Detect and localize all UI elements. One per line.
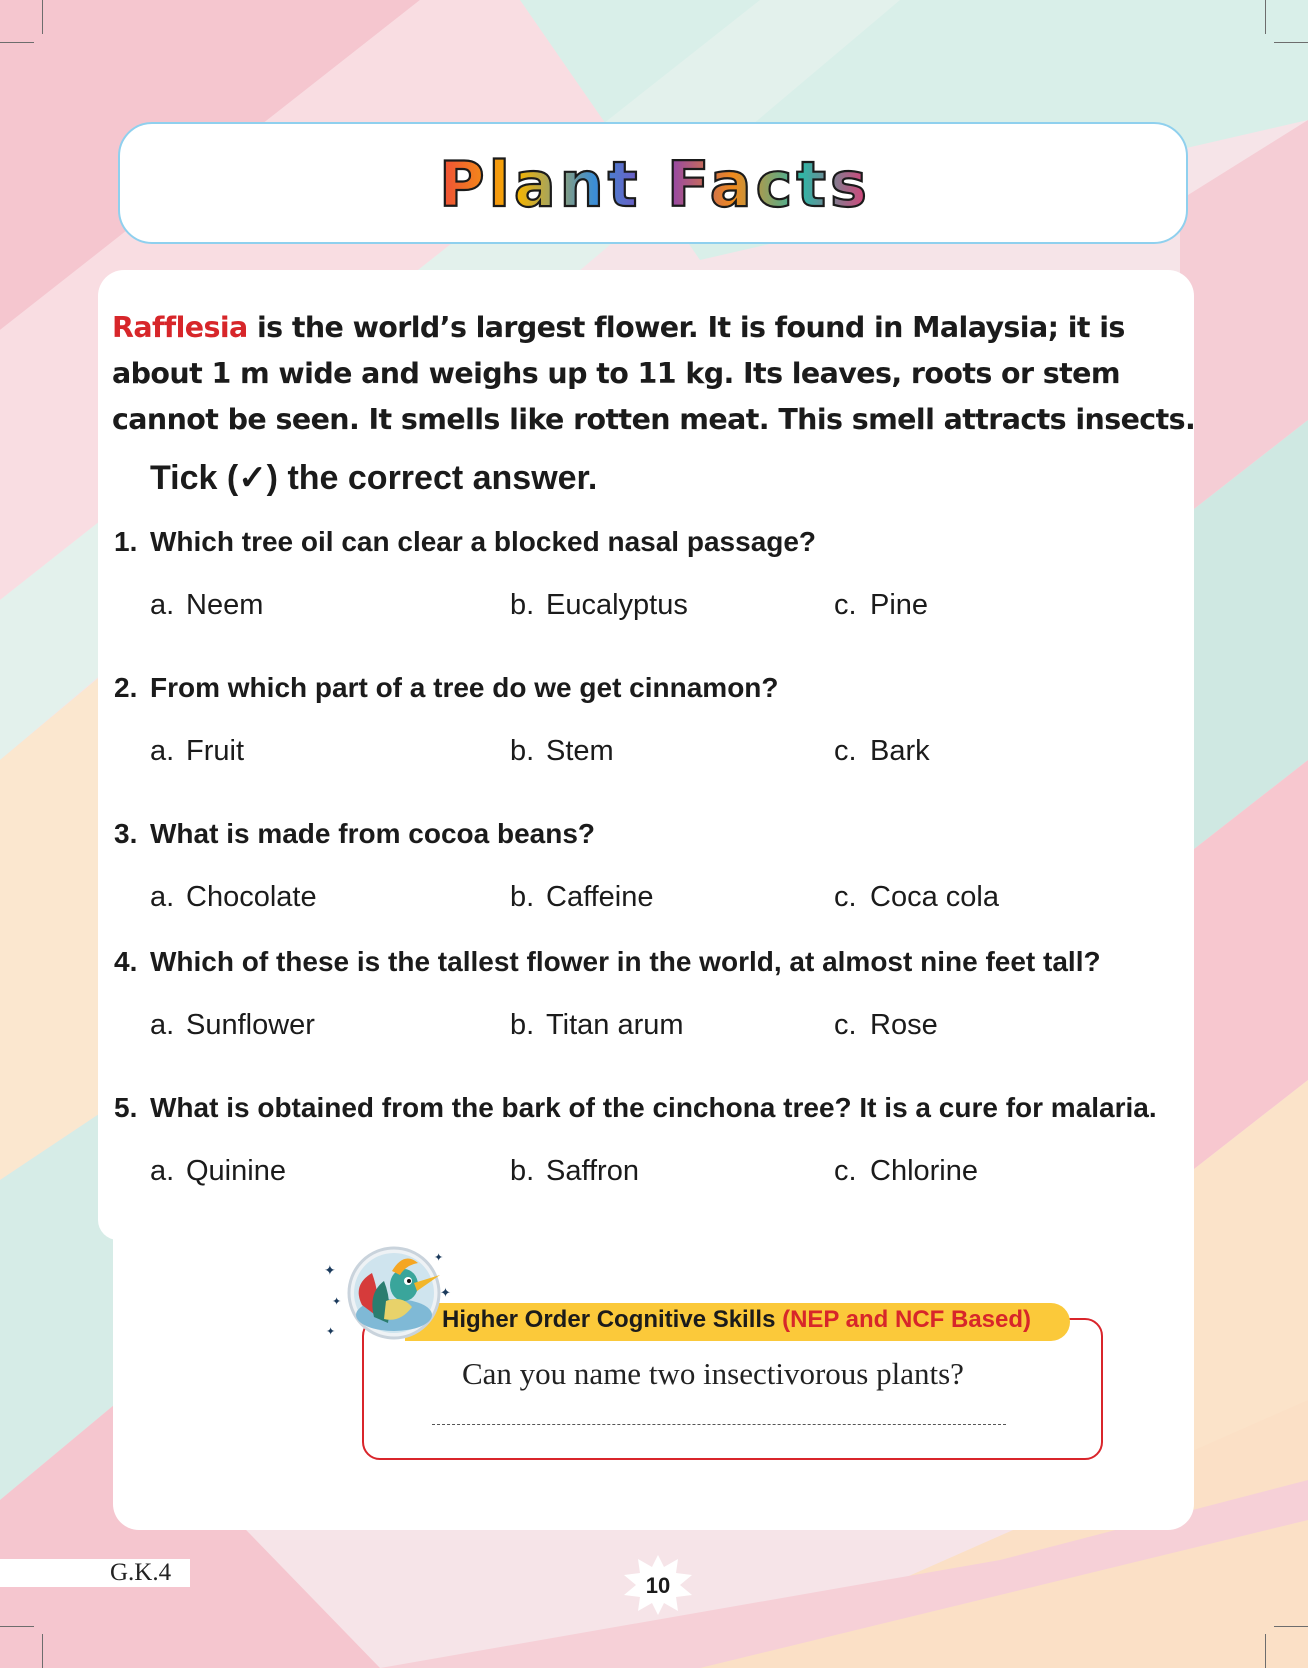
crop-mark xyxy=(1274,42,1308,43)
question-text: Which of these is the tallest flower in the world, at almost nine feet tall? xyxy=(150,946,1101,977)
question-number: 3. xyxy=(114,818,138,849)
crop-mark xyxy=(1265,1634,1266,1668)
question-3 xyxy=(114,818,595,850)
question-4 xyxy=(114,946,1101,978)
crop-mark xyxy=(0,1626,34,1627)
question-number: 4. xyxy=(114,946,138,977)
hocs-tag: (NEP and NCF Based) xyxy=(782,1306,1032,1333)
svg-text:✦: ✦ xyxy=(434,1251,444,1264)
hocs-question: Can you name two insectivorous plants? xyxy=(462,1356,964,1391)
question-2 xyxy=(114,672,779,704)
svg-text:✦: ✦ xyxy=(332,1295,342,1308)
question-text: What is made from cocoa beans? xyxy=(150,818,595,849)
question-5 xyxy=(114,1092,1157,1124)
question-number: 2. xyxy=(114,672,138,703)
option-4b[interactable]: b. Titan arum xyxy=(510,1009,684,1041)
svg-text:✦: ✦ xyxy=(324,1263,336,1279)
svg-text:✦: ✦ xyxy=(440,1286,451,1301)
crop-mark xyxy=(42,0,43,34)
page-title xyxy=(120,124,1190,246)
question-text: From which part of a tree do we get cinnamon? xyxy=(150,672,779,703)
option-2b[interactable]: b. Stem xyxy=(510,735,614,767)
intro-paragraph xyxy=(112,305,1202,443)
option-3c[interactable]: c. Coca cola xyxy=(834,881,999,913)
answer-line[interactable] xyxy=(432,1424,1006,1425)
option-5a[interactable]: a. Quinine xyxy=(150,1155,286,1187)
bird-mascot-icon xyxy=(322,1245,452,1345)
option-5b[interactable]: b. Saffron xyxy=(510,1155,639,1187)
hocs-label: Higher Order Cognitive Skills (NEP and NCF Based) xyxy=(442,1306,1032,1333)
crop-mark xyxy=(42,1634,43,1668)
option-1b[interactable]: b. Eucalyptus xyxy=(510,589,688,621)
question-number: 5. xyxy=(114,1092,138,1123)
option-3a[interactable]: a. Chocolate xyxy=(150,881,317,913)
option-2c[interactable]: c. Bark xyxy=(834,735,930,767)
question-1 xyxy=(114,526,816,558)
svg-text:✦: ✦ xyxy=(326,1325,336,1338)
question-text: Which tree oil can clear a blocked nasal passage? xyxy=(150,526,817,557)
title-box xyxy=(118,122,1188,244)
instruction-heading: Tick (✓) the correct answer. xyxy=(150,459,598,497)
option-4c[interactable]: c. Rose xyxy=(834,1009,938,1041)
intro-text: is the world’s largest flower. It is found in Malaysia; it is about 1 m wide and weighs up to 11 kg. Its leaves, roots or stem cannot be seen. It smells like rotten meat. This smell attracts insects. xyxy=(112,311,1196,436)
option-4a[interactable]: a. Sunflower xyxy=(150,1009,315,1041)
crop-mark xyxy=(0,42,34,43)
option-2a[interactable]: a. Fruit xyxy=(150,735,244,767)
page-number: 10 xyxy=(645,1573,671,1598)
question-number: 1. xyxy=(114,526,138,557)
option-1a[interactable]: a. Neem xyxy=(150,589,264,621)
crop-mark xyxy=(1274,1626,1308,1627)
question-text: What is obtained from the bark of the cinchona tree? It is a cure for malaria. xyxy=(150,1092,1157,1123)
svg-text:Plant Facts: Plant Facts xyxy=(439,148,871,221)
crop-mark xyxy=(1265,0,1266,34)
option-1c[interactable]: c. Pine xyxy=(834,589,929,621)
option-3b[interactable]: b. Caffeine xyxy=(510,881,654,913)
option-5c[interactable]: c. Chlorine xyxy=(834,1155,978,1187)
book-code: G.K.4 xyxy=(0,1559,190,1587)
intro-highlight: Rafflesia xyxy=(112,311,248,344)
